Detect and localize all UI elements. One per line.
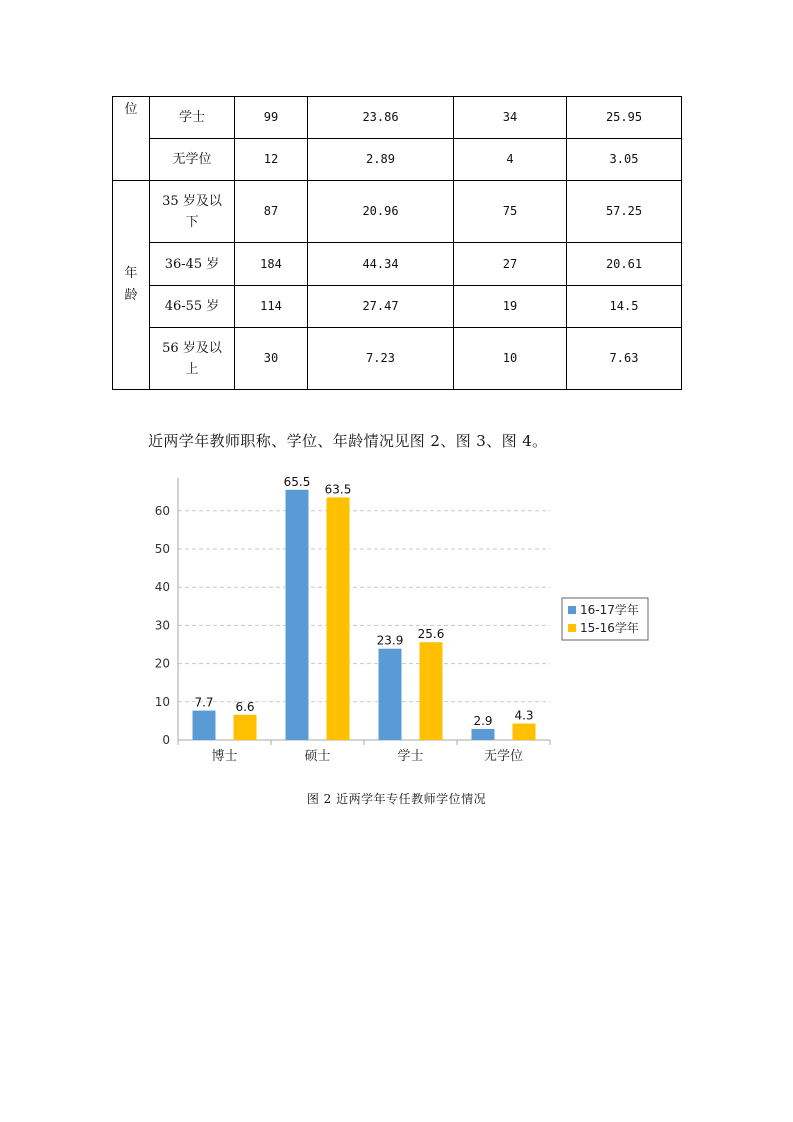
cell-pct-1: 20.96	[308, 181, 454, 243]
body-paragraph: 近两学年教师职称、学位、年龄情况见图 2、图 3、图 4。	[148, 432, 548, 450]
figure-caption: 图 2 近两学年专任教师学位情况	[306, 792, 487, 806]
y-tick-label: 20	[154, 656, 170, 671]
cell-pct-1: 23.86	[308, 97, 454, 139]
row-label: 56 岁及以上	[150, 328, 235, 390]
bar-series-1	[193, 711, 216, 740]
degree-bar-chart	[130, 470, 670, 775]
cell-count-2: 19	[454, 286, 567, 328]
row-label: 36-45 岁	[150, 243, 235, 286]
group-label-age: 年龄	[124, 266, 138, 303]
legend-swatch	[568, 606, 576, 614]
bar-series-2	[420, 642, 443, 740]
table-row	[113, 181, 682, 243]
table-row	[113, 243, 682, 286]
cell-pct-1: 44.34	[308, 243, 454, 286]
y-tick-label: 10	[154, 694, 170, 709]
y-tick-label: 40	[154, 580, 170, 595]
y-tick-label: 30	[154, 618, 170, 633]
data-label: 25.6	[417, 627, 445, 642]
x-tick-label: 硕士	[304, 749, 331, 764]
cell-pct-2: 3.05	[567, 139, 682, 181]
data-label: 6.6	[235, 699, 255, 714]
legend-label: 16-17学年	[580, 603, 639, 617]
row-label: 46-55 岁	[150, 286, 235, 328]
cell-count-1: 30	[235, 328, 308, 390]
row-label: 学士	[150, 97, 235, 139]
table-row	[113, 139, 682, 181]
table-row	[113, 97, 682, 139]
cell-pct-1: 2.89	[308, 139, 454, 181]
y-tick-label: 60	[154, 503, 170, 518]
cell-pct-2: 14.5	[567, 286, 682, 328]
cell-count-2: 75	[454, 181, 567, 243]
cell-pct-1: 27.47	[308, 286, 454, 328]
cell-count-2: 10	[454, 328, 567, 390]
x-tick-label: 无学位	[483, 749, 524, 764]
cell-pct-2: 7.63	[567, 328, 682, 390]
row-label: 35 岁及以下	[150, 181, 235, 243]
data-label: 63.5	[324, 482, 352, 497]
cell-pct-2: 57.25	[567, 181, 682, 243]
cell-count-2: 4	[454, 139, 567, 181]
row-label: 无学位	[150, 139, 235, 181]
bar-series-1	[286, 490, 309, 740]
cell-count-1: 114	[235, 286, 308, 328]
cell-count-2: 27	[454, 243, 567, 286]
cell-pct-2: 25.95	[567, 97, 682, 139]
data-label: 7.7	[194, 695, 214, 710]
data-label: 65.5	[283, 474, 311, 489]
group-cell-age	[113, 181, 150, 390]
table-row	[113, 286, 682, 328]
cell-count-1: 12	[235, 139, 308, 181]
cell-pct-2: 20.61	[567, 243, 682, 286]
statistics-table	[112, 96, 682, 390]
x-tick-label: 博士	[211, 749, 238, 764]
data-label: 2.9	[473, 713, 493, 728]
bar-series-2	[234, 715, 257, 740]
bar-series-2	[513, 724, 536, 740]
legend-label: 15-16学年	[580, 621, 639, 635]
bar-series-1	[379, 649, 402, 740]
cell-count-2: 34	[454, 97, 567, 139]
x-tick-label: 学士	[397, 749, 424, 764]
bar-series-2	[327, 497, 350, 740]
y-tick-label: 0	[162, 733, 170, 747]
cell-count-1: 99	[235, 97, 308, 139]
data-label: 23.9	[376, 633, 404, 648]
data-label: 4.3	[514, 708, 534, 723]
group-label-degree: 位	[124, 102, 138, 117]
cell-count-1: 87	[235, 181, 308, 243]
table-row	[113, 328, 682, 390]
group-cell-degree	[113, 97, 150, 181]
legend-swatch	[568, 624, 576, 632]
cell-count-1: 184	[235, 243, 308, 286]
cell-pct-1: 7.23	[308, 328, 454, 390]
bar-series-1	[472, 729, 495, 740]
y-tick-label: 50	[154, 542, 170, 556]
